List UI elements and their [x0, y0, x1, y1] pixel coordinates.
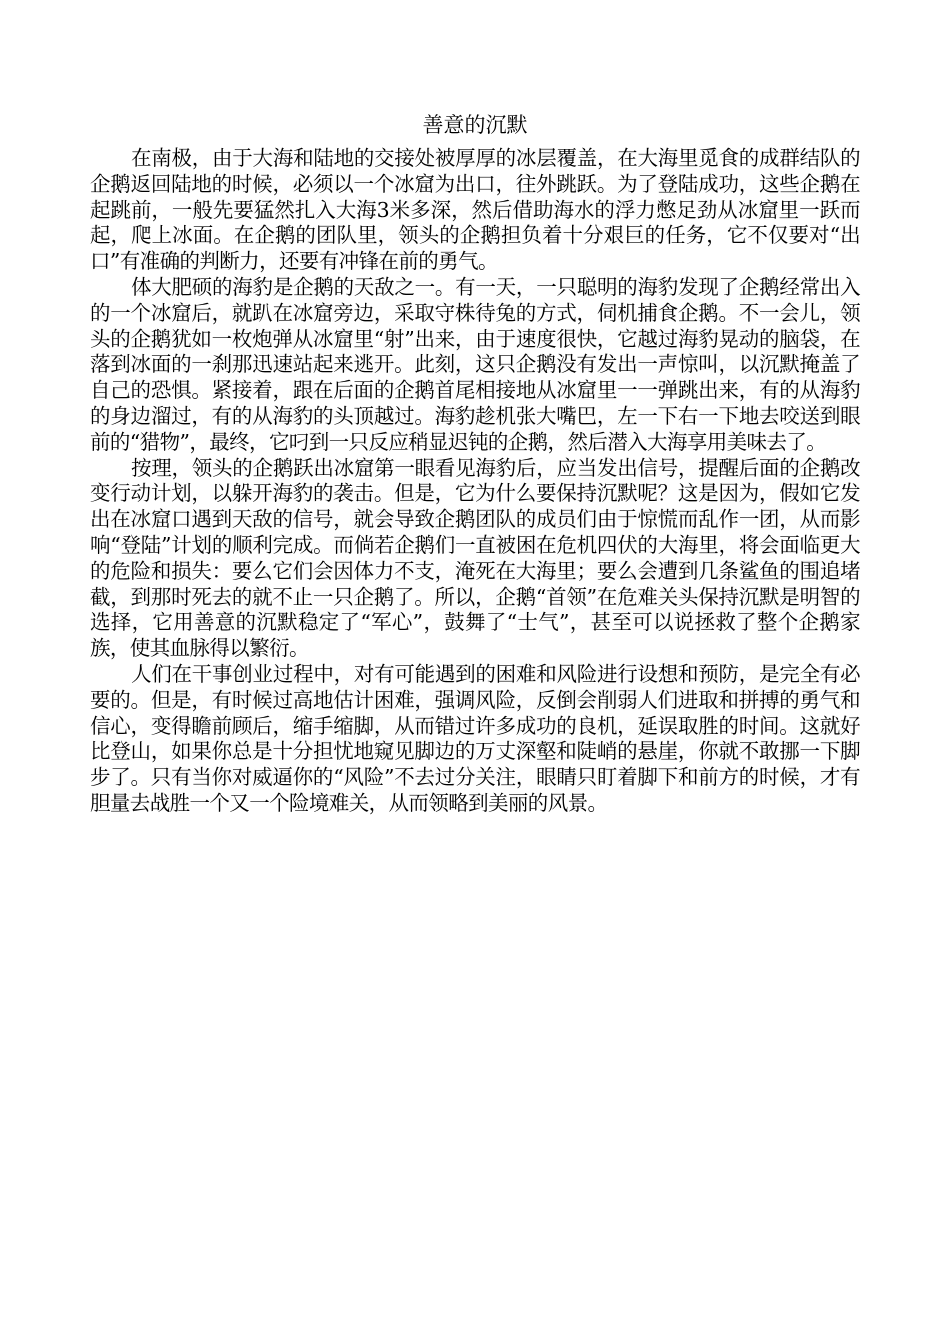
document-title: 善意的沉默: [422, 113, 528, 137]
paragraph-3: 按理，领头的企鹅跃出冰窟第一眼看见海豹后，应当发出信号，提醒后面的企鹅改变行动计划，以躲开海豹的袭击。但是，它为什么要保持沉默呢？这是因为，假如它发出在冰窟口遇到天敌的信号，就会导致企鹅团队的成员们由于惊慌而乱作一团，从而影响“登陆”计划的顺利完成。而倘若企鹅们一直被困在危机四伏的大海里，将会面临更大的危险和损失：要么它们会因体力不支，淹死在大海里；要么会遭到几条鲨鱼的围追堵截，到那时死去的就不止一只企鹅了。所以，企鹅“首领”在危难关头保持沉默是明智的选择，它用善意的沉默稳定了“军心”，鼓舞了“士气”，甚至可以说拯救了整个企鹅家族，使其血脉得以繁衍。: [90, 455, 860, 661]
paragraph-4: 人们在干事创业过程中，对有可能遇到的困难和风险进行设想和预防，是完全有必要的。但是，有时候过高地估计困难，强调风险，反倒会削弱人们进取和拼搏的勇气和信心，变得瞻前顾后，缩手缩脚，从而错过许多成功的良机，延误取胜的时间。这就好比登山，如果你总是十分担忧地窥见脚边的万丈深壑和陡峭的悬崖，你就不敢挪一下脚步了。只有当你对威逼你的“风险”不去过分关注，眼睛只盯着脚下和前方的时候，才有胆量去战胜一个又一个险境难关，从而领略到美丽的风景。: [90, 661, 860, 815]
paragraph-1: 在南极，由于大海和陆地的交接处被厚厚的冰层覆盖，在大海里觅食的成群结队的企鹅返回陆地的时候，必须以一个冰窟为出口，往外跳跃。为了登陆成功，这些企鹅在起跳前，一般先要猛然扎入大海3米多深，然后借助海水的浮力憋足劲从冰窟里一跃而起，爬上冰面。在企鹅的团队里，领头的企鹅担负着十分艰巨的任务，它不仅要对“出口”有准确的判断力，还要有冲锋在前的勇气。: [90, 146, 860, 274]
document-body: [90, 146, 860, 817]
paragraph-2: 体大肥硕的海豹是企鹅的天敌之一。有一天，一只聪明的海豹发现了企鹅经常出入的一个冰窟后，就趴在冰窟旁边，采取守株待兔的方式，伺机捕食企鹅。不一会儿，领头的企鹅犹如一枚炮弹从冰窟里“射”出来，由于速度很快，它越过海豹晃动的脑袋，在落到冰面的一刹那迅速站起来逃开。此刻，这只企鹅没有发出一声惊叫，以沉默掩盖了自己的恐惧。紧接着，跟在后面的企鹅首尾相接地从冰窟里一一弹跳出来，有的从海豹的身边溜过，有的从海豹的头顶越过。海豹趁机张大嘴巴，左一下右一下地去咬送到眼前的“猎物”，最终，它叼到一只反应稍显迟钝的企鹅，然后潜入大海享用美味去了。: [90, 274, 860, 454]
